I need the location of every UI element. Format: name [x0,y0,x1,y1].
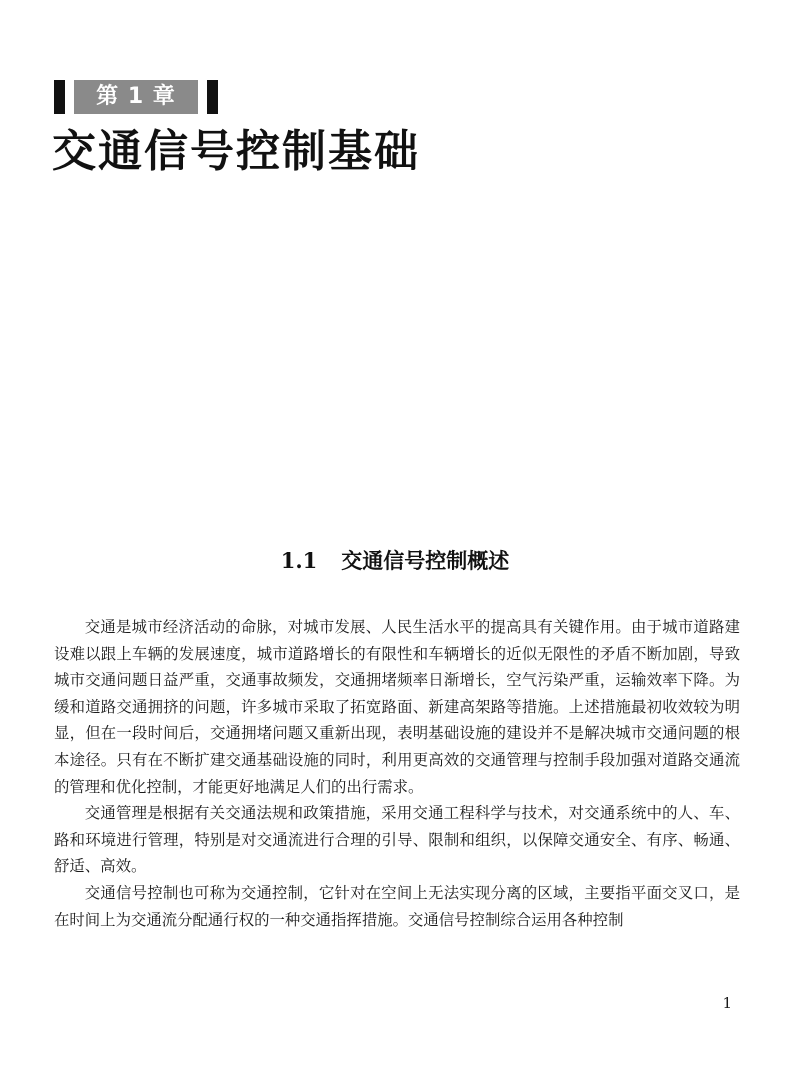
section-heading [0,546,790,576]
section-title: 交通信号控制概述 [341,548,510,573]
section-number: 1.1 [280,548,318,573]
chapter-title: 交通信号控制基础 [52,126,420,177]
paragraph: 交通管理是根据有关交通法规和政策措施，采用交通工程科学与技术，对交通系统中的人、车、路和环境进行管理，特别是对交通流进行合理的引导、限制和组织，以保障交通安全、有序、畅通、舒适、高效。 [54,804,740,876]
chapter-banner [54,80,218,114]
paragraph: 交通信号控制也可称为交通控制，它针对在空间上无法实现分离的区域，主要指平面交叉口，是在时间上为交通流分配通行权的一种交通指挥措施。交通信号控制综合运用各种控制 [54,883,740,929]
banner-left-bar [54,80,65,114]
paragraph: 交通是城市经济活动的命脉，对城市发展、人民生活水平的提高具有关键作用。由于城市道路建设难以跟上车辆的发展速度，城市道路增长的有限性和车辆增长的近似无限性的矛盾不断加剧，导致城市交通问题日益严重，交通事故频发，交通拥堵频率日渐增长，空气污染严重，运输效率下降。为缓和道路交通拥挤的问题，许多城市采取了拓宽路面、新建高架路等措施。上述措施最初收效较为明显，但在一段时间后，交通拥堵问题又重新出现，表明基础设施的建设并不是解决城市交通问题的根本途径。只有在不断扩建交通基础设施的同时，利用更高效的交通管理与控制手段加强对道路交通流的管理和优化控制，才能更好地满足人们的出行需求。 [54,618,740,796]
banner-right-bar [207,80,218,114]
chapter-label: 第 1 章 [74,80,198,114]
page-number: 1 [722,994,732,1012]
body-text [54,614,740,933]
